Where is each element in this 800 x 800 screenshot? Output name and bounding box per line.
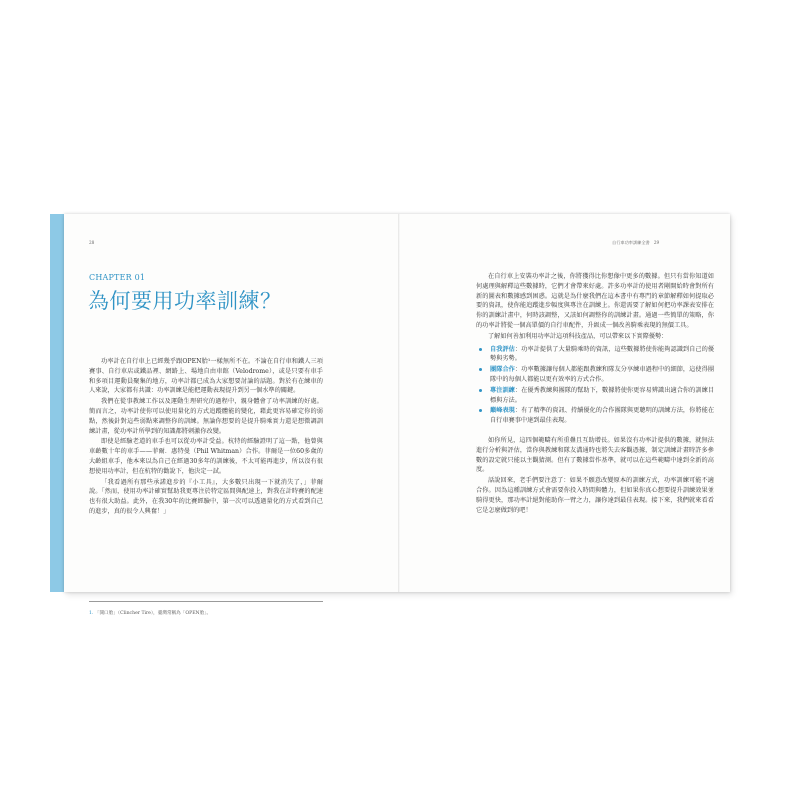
benefit-description: ：功率計提供了大量騎乘時的資訊，這些數據將使你能夠認識到自己的優勢與劣勢。 [490,345,715,363]
benefit-term: 專注訓練 [490,386,515,394]
benefit-item [490,406,714,426]
footnote-text: 「開口胎」（Clincher Tire），臺灣常稱為「OPEN胎」。 [94,611,212,616]
right-intro-paragraph: 在自行車上安裝功率計之後，你將獲得比你想像中更多的數據。但只有當你知道如何處理與解釋這些數據時，它們才會帶來好處。許多功率計的使用者剛開始時會對所有新的圖表和數據感到困惑。這就是為什麼我們在這本書中有專門的章節解釋如何提取必要的資訊，使你能追蹤進步幅度與專注在訓練上。你還需要了解如何把功率課表安排在你的訓練計畫中，何時該調整，又該如何調整你的訓練計畫。通過一些簡單的策略，你的功率計將從一個高單價的自行車配件，升級成一個改善騎乘表現的無價工具。 [476,273,714,329]
chapter-label: CHAPTER 01 [89,273,146,282]
bullet-dot-icon [479,348,482,351]
right-running-header: 自行車功率訓練全書 29 [612,240,660,245]
benefit-description: ：功率數據讓每個人都能跟教練和隊友分享練車過程中的細節，這使得團隊中的每個人都能以更有效率的方式合作。 [490,366,715,383]
benefits-list [476,345,714,426]
right-page-body [476,272,714,516]
benefit-description: ：有了精準的資訊、持續優化的合作團隊與更聰明的訓練方法，你將能在自行車賽事中達到最佳表現。 [490,407,715,425]
benefit-term: 自我評估 [490,345,515,353]
book-spine [398,214,400,592]
footnote-number: 1. [89,611,94,616]
benefit-term: 巔峰表現 [490,407,515,415]
right-paragraph: 話說回來，老手們要注意了：如果不願意改變原本的訓練方式，功率訓練可能不適合你。因為這種訓練方式會需要你投入時間與體力，但如果你真心想要提升訓練效果並騎得更快，那功率計絕對能助你一臂之力，讓你達到最佳表現。接下來，我們就來看看它是怎麼做到的吧！ [476,477,714,514]
bullet-dot-icon [479,389,482,392]
bullet-dot-icon [479,409,482,412]
left-paragraph: 「我看過所有那些承諾進步的『小工具』，大多數只出現一下就消失了，」菲爾說。「然而，使用功率計確實幫助我更專注於特定區間與配速上，對我在計時賽的配速也有很大助益。此外，在我30年的比賽經驗中，第一次可以透過量化的方式看到自己的進步，真的很令人興奮！」 [89,478,323,515]
left-page-number: 28 [89,240,95,245]
bullet-dot-icon [479,368,482,371]
left-paragraph: 功率計在自行車上已經幾乎跟OPEN胎¹一樣無所不在。不論在自行車和鐵人三項賽事、自行車店或鐵品裡、網路上、場地自由車館（Velodrome），或是只要有車手和多項目運動員聚集的地方，功率計都已成為大家想要討論的話題。對於有在練車的人來說，大家都有共識：功率訓練是能把運動表現提升到另一個水準的關鍵。 [89,358,323,395]
benefit-item [490,365,714,385]
left-paragraph: 即使是經驗老道的車手也可以從功率計受益。杭特的經驗證明了這一點，他曾與車齡數十年的車手——菲爾．惠特曼（Phil Whitman）合作。菲爾是一位60多歲的大齡組車手，他本來以為自己在經過30多年的訓練後，不太可能再進步，所以沒有很想使用功率計，但在杭特的勸說下，他決定一試。 [89,438,323,475]
left-page-body [89,357,323,518]
footnote [89,610,211,616]
benefit-item [490,386,714,406]
chapter-title: 為何要用功率訓練？ [88,289,282,313]
benefit-term: 團隊合作 [490,366,515,374]
left-paragraph: 我們在從事教練工作以及運動生理研究的過程中，親身體會了功率訓練的好處。簡而言之，功率計使你可以使用量化的方式追蹤體能的變化，藉此更容易確定你的弱點，然後針對這些弱點來調整你的訓練。無論你想要的是提升騎乘實力還是想微調訓練計畫，從功率計所學到的知識都將刺激你改變。 [89,398,323,435]
right-intro-paragraph: 了解如何善加利用功率計這項科技產品，可以帶來以下實際優勢： [488,332,668,340]
right-paragraph: 如你所見，這四個範疇有所重疊且互助增長。如果沒有功率計提供的數據，就無法進行分析與評估，當你與教練和隊友溝通時也將失去客觀憑據，制定訓練計畫時許多參數的設定就只能以主觀猜測。但有了數據當作基準，就可以在這些範疇中達到全新的高度。 [476,436,714,474]
benefit-item [490,345,714,365]
benefit-description: ：在優秀教練與團隊的幫助下，數據將使你更容易辨識出適合你的訓練目標與方法。 [490,386,715,404]
footnote-divider [89,601,323,602]
